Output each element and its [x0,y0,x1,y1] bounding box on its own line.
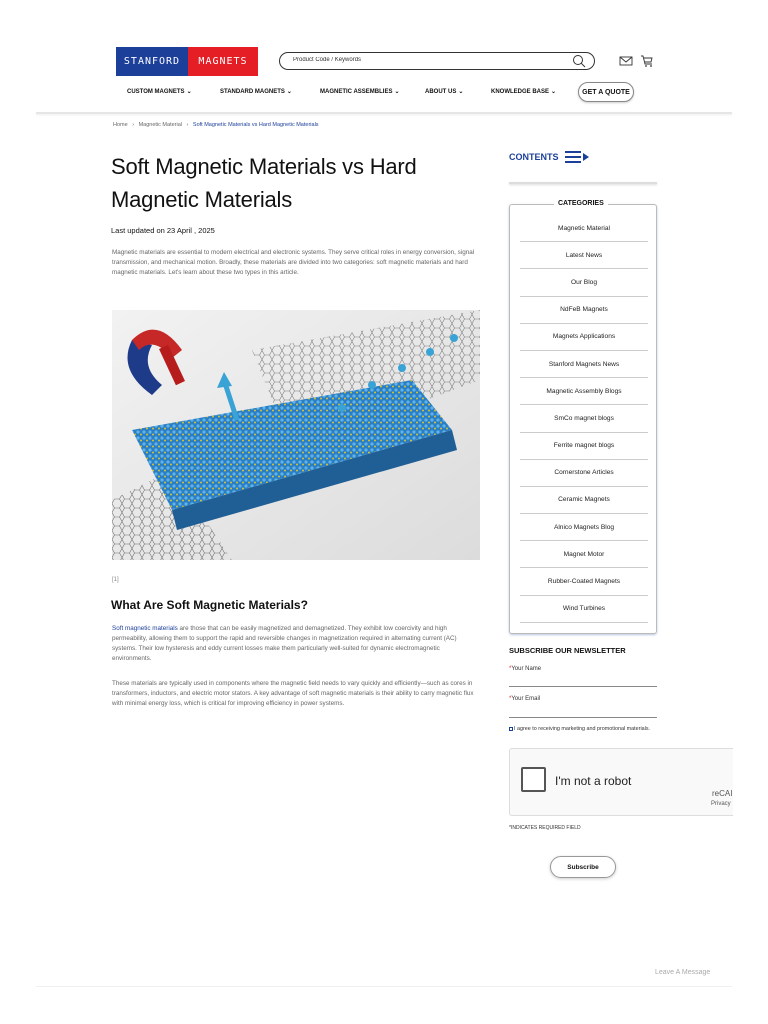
name-field[interactable] [509,686,657,687]
contents-toggle[interactable]: CONTENTS [509,150,591,164]
recaptcha-privacy-link[interactable]: Privacy [711,801,731,807]
header-divider [36,112,732,114]
main-nav [116,82,636,104]
site-logo[interactable] [116,47,258,76]
nav-custom-magnets[interactable]: CUSTOM MAGNETS ⌄ [127,89,192,95]
category-item[interactable]: Magnets Applications [520,324,648,351]
nav-standard-magnets[interactable]: STANDARD MAGNETS ⌄ [220,89,292,95]
recaptcha-brand: reCAI [712,789,733,798]
newsletter-title: SUBSCRIBE OUR NEWSLETTER [509,646,626,655]
agree-checkbox-row: I agree to receiving marketing and promotional materials. [509,726,669,733]
nav-about-us[interactable]: ABOUT US ⌄ [425,89,464,95]
footer-divider [36,986,732,987]
mail-icon[interactable] [619,54,633,68]
category-item[interactable]: Magnetic Material [520,215,648,242]
image-footnote[interactable]: [1] [112,577,119,583]
chevron-down-icon: ⌄ [458,89,464,95]
search-icon[interactable] [572,54,586,68]
search-bar [279,52,595,70]
chevron-down-icon: ⌄ [186,89,192,95]
logo-magnets: MAGNETS [188,47,258,76]
categories-title: CATEGORIES [554,200,608,207]
category-item[interactable]: Our Blog [520,269,648,296]
chevron-down-icon: ⌄ [551,89,557,95]
category-item[interactable]: Ferrite magnet blogs [520,433,648,460]
contents-divider [509,182,657,184]
breadcrumb [113,122,319,128]
category-item[interactable]: Alnico Magnets Blog [520,514,648,541]
section-heading: What Are Soft Magnetic Materials? [111,598,308,612]
category-item[interactable]: Ceramic Magnets [520,487,648,514]
hero-image [112,310,480,560]
search-input[interactable] [293,57,553,63]
cart-icon[interactable] [640,54,654,68]
category-item[interactable]: Latest News [520,242,648,269]
category-item[interactable]: SmCo magnet blogs [520,405,648,432]
get-quote-button[interactable]: GET A QUOTE [578,82,634,102]
recaptcha-widget [509,748,733,816]
chevron-down-icon: ⌄ [394,89,400,95]
required-note: *INDICATES REQUIRED FIELD [509,825,581,831]
logo-stanford: STANFORD [116,47,188,76]
last-updated: Last updated on 23 April , 2025 [111,226,215,235]
chevron-down-icon: ⌄ [286,89,292,95]
breadcrumb-separator: › [132,122,135,128]
category-item[interactable]: Rubber-Coated Magnets [520,568,648,595]
leave-message-link[interactable]: Leave A Message [655,969,711,976]
intro-paragraph: Magnetic materials are essential to modern electrical and electronic systems. They serve critical roles in energy conversion, signal transmission, and mechanical motion. Broadly, these materials are divided into two categories: soft magnetic materials and hard magnetic materials. Let's learn about these two types in this article. [112,249,475,276]
nav-magnetic-assemblies[interactable]: MAGNETIC ASSEMBLIES ⌄ [320,89,400,95]
breadcrumb-home[interactable]: Home [113,122,128,128]
email-field[interactable] [509,717,657,718]
categories-panel [509,200,657,634]
name-field-label: *Your Name [509,666,542,672]
category-item[interactable]: Magnet Motor [520,541,648,568]
category-item[interactable]: Wind Turbines [520,596,648,623]
category-item[interactable]: Stanford Magnets News [520,351,648,378]
page-title: Soft Magnetic Materials vs Hard Magnetic Materials [111,154,417,212]
recaptcha-checkbox[interactable] [521,767,546,792]
breadcrumb-current: Soft Magnetic Materials vs Hard Magnetic Materials [192,122,319,128]
category-item[interactable]: Cornerstone Articles [520,460,648,487]
nav-knowledge-base[interactable]: KNOWLEDGE BASE ⌄ [491,89,557,95]
categories-list [520,215,648,623]
category-item[interactable]: Magnetic Assembly Blogs [520,378,648,405]
breadcrumb-category[interactable]: Magnetic Material [138,122,182,128]
soft-magnetic-materials-link[interactable]: Soft magnetic materials [112,625,178,632]
recaptcha-label: I'm not a robot [555,774,632,788]
email-field-label: *Your Email [509,696,541,702]
section-paragraph-2: These materials are typically used in components where the magnetic field needs to vary quickly and efficiently—such as cores in transformers, inductors, and electric motor stators. A key advantage of soft magnetic materials is their ability to carry magnetic flux with minimal energy loss, which is critical for improving efficiency in power systems. [112,680,474,707]
subscribe-button[interactable]: Subscribe [550,856,616,878]
list-arrow-icon [565,150,591,164]
section-paragraph-1: Soft magnetic materials are those that can be easily magnetized and demagnetized. They exhibit low coercivity and high permeability, allowing them to support the rapid and reversible changes in magnetization required in alternating current (AC) systems. Their low hysteresis and eddy current losses make them particularly well-suited for dynamic electromagnetic environments. [112,625,457,662]
category-item[interactable]: NdFeB Magnets [520,297,648,324]
agree-checkbox[interactable] [509,727,513,731]
breadcrumb-separator: › [186,122,189,128]
